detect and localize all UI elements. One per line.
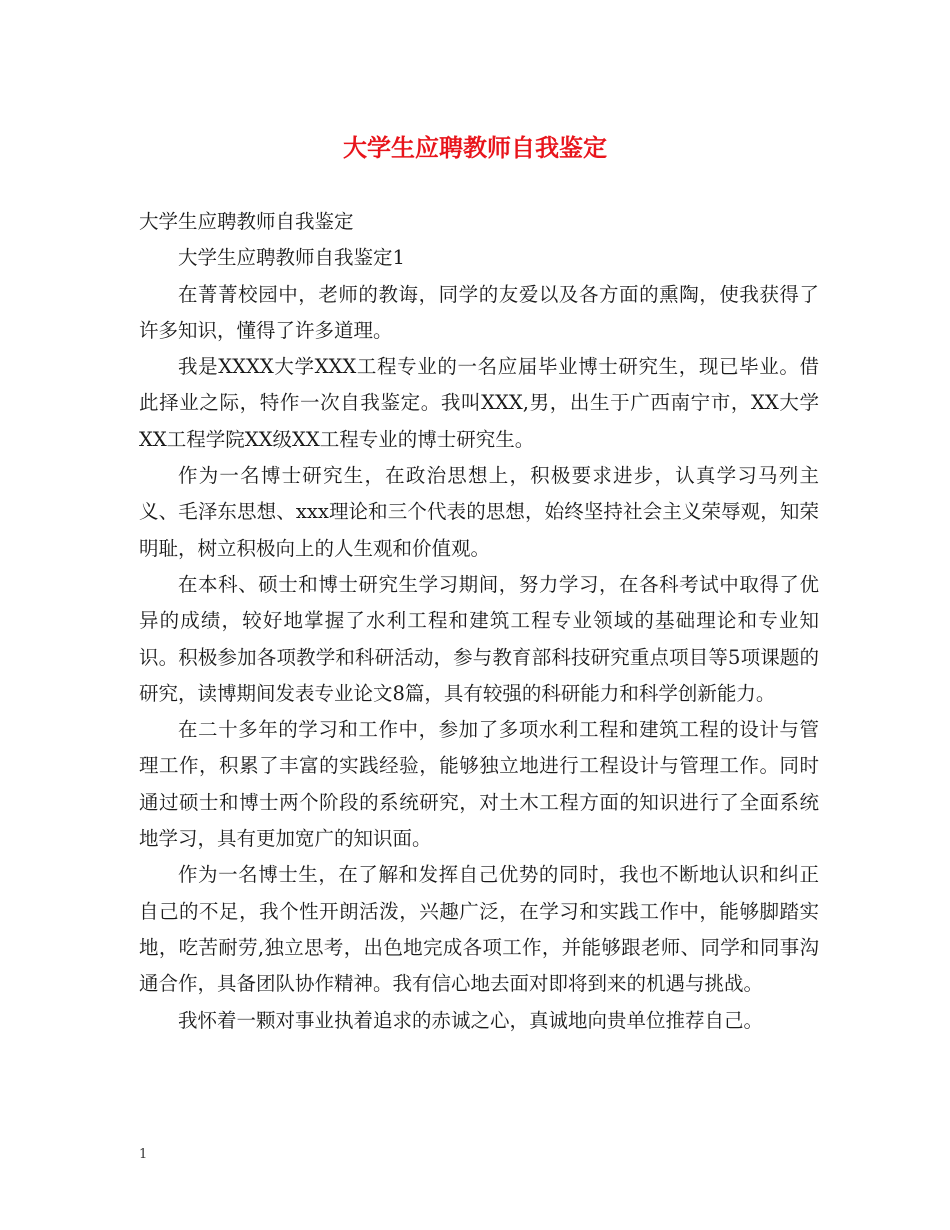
paragraph: 我是XXXX大学XXX工程专业的一名应届毕业博士研究生，现已毕业。借此择业之际，特作一次自我鉴定。我叫XXX,男，出生于广西南宁市，XX大学XX工程学院XX级XX工程专业的博士研究生。	[139, 355, 819, 451]
paragraph: 在本科、硕士和博士研究生学习期间，努力学习，在各科考试中取得了优异的成绩，较好地掌握了水利工程和建筑工程专业领域的基础理论和专业知识。积极参加各项教学和科研活动，参与教育部科技研究重点项目等5项课题的研究，读博期间发表专业论文8篇，具有较强的科研能力和科学创新能力。	[139, 572, 819, 705]
document-body	[139, 204, 819, 1039]
page-number: 1	[139, 1147, 148, 1162]
paragraph: 在二十多年的学习和工作中，参加了多项水利工程和建筑工程的设计与管理工作，积累了丰富的实践经验，能够独立地进行工程设计与管理工作。同时通过硕士和博士两个阶段的系统研究，对土木工程方面的知识进行了全面系统地学习，具有更加宽广的知识面。	[139, 718, 819, 851]
subtitle-paragraph: 大学生应聘教师自我鉴定1	[178, 246, 405, 270]
document-heading: 大学生应聘教师自我鉴定	[139, 210, 354, 233]
paragraph: 作为一名博士研究生，在政治思想上，积极要求进步，认真学习马列主义、毛泽东思想、xxx理论和三个代表的思想，始终坚持社会主义荣辱观，知荣明耻，树立积极向上的人生观和价值观。	[139, 464, 819, 560]
paragraph: 作为一名博士生，在了解和发挥自己优势的同时，我也不断地认识和纠正自己的不足，我个性开朗活泼，兴趣广泛，在学习和实践工作中，能够脚踏实地，吃苦耐劳,独立思考，出色地完成各项工作，并能够跟老师、同学和同事沟通合作，具备团队协作精神。我有信心地去面对即将到来的机遇与挑战。	[139, 863, 819, 996]
document-title: 大学生应聘教师自我鉴定	[343, 134, 607, 162]
paragraph: 在菁菁校园中，老师的教诲，同学的友爱以及各方面的熏陶，使我获得了许多知识，懂得了许多道理。	[139, 282, 819, 342]
paragraph: 我怀着一颗对事业执着追求的赤诚之心，真诚地向贵单位推荐自己。	[178, 1008, 764, 1032]
